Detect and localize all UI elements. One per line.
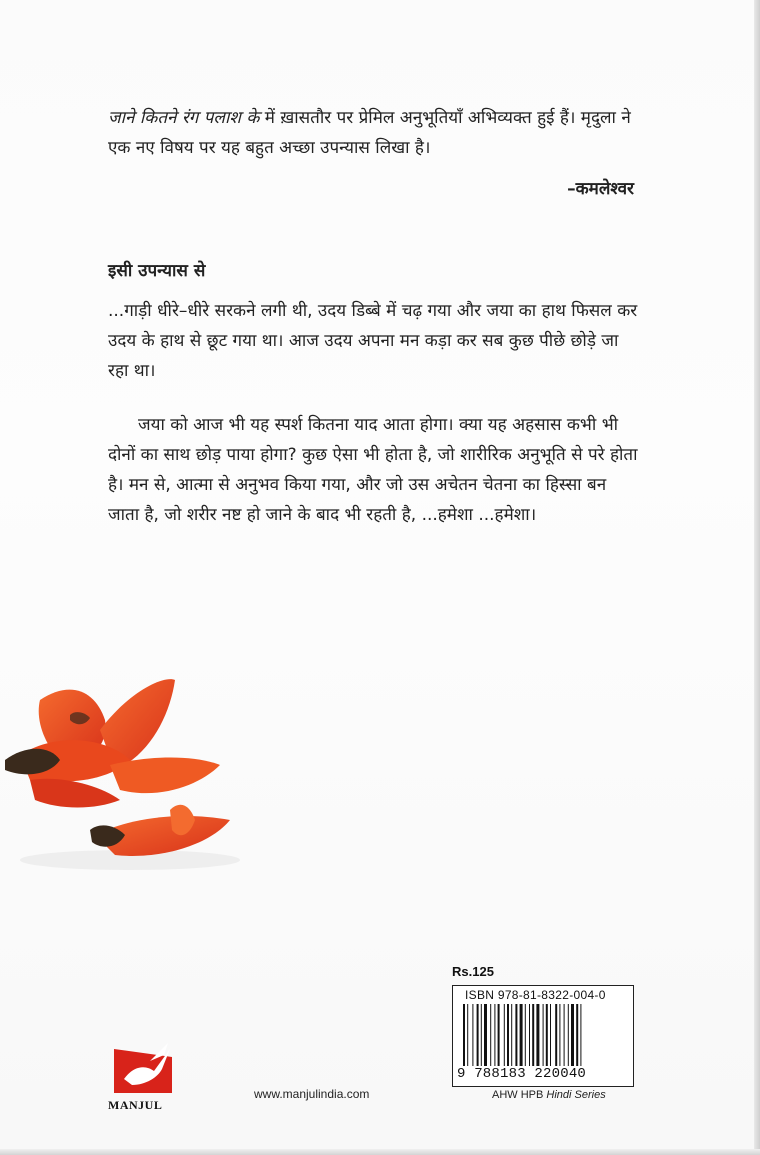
barcode-bar bbox=[580, 1004, 581, 1066]
barcode-bar bbox=[498, 1004, 500, 1066]
publisher-name: MANJUL bbox=[108, 1098, 163, 1112]
barcode-bar bbox=[515, 1004, 517, 1066]
barcode-bar bbox=[550, 1004, 551, 1066]
isbn-barcode bbox=[452, 985, 634, 1087]
barcode-bar bbox=[504, 1004, 505, 1066]
barcode-bar bbox=[481, 1004, 482, 1066]
isbn-number: ISBN 978-81-8322-004-0 bbox=[465, 988, 606, 1002]
barcode-bar bbox=[546, 1004, 548, 1066]
blurb-author: –कमलेश्वर bbox=[567, 179, 634, 199]
series-label bbox=[492, 1089, 606, 1101]
excerpt-paragraph-1: ...गाड़ी धीरे–धीरे सरकने लगी थी, उदय डिब्बे में चढ़ गया और जया का हाथ फिसल कर उदय के हाथ से छूट गया था। आज उदय अपना मन कड़ा कर सब कुछ पीछे छोड़े जा रहा था। bbox=[108, 301, 638, 381]
barcode-bar bbox=[525, 1004, 526, 1066]
barcode-bar bbox=[571, 1004, 574, 1066]
barcode-bar bbox=[536, 1004, 539, 1066]
barcode-bar bbox=[529, 1004, 530, 1066]
barcode-bar bbox=[543, 1004, 544, 1066]
barcode-bar bbox=[564, 1004, 565, 1066]
excerpt-paragraph-2: जया को आज भी यह स्पर्श कितना याद आता होगा। क्या यह अहसास कभी भी दोनों का साथ छोड़ पाया होगा? कुछ ऐसा भी होता है, जो शारीरिक अनुभूति से परे होता है। मन से, आत्मा से अनुभव किया गया, और जो उस अचेतन चेतना का हिस्सा बन जाता है, जो शरीर नष्ट हो जाने के बाद भी रहती है, ...हमेशा ...हमेशा। bbox=[108, 415, 638, 525]
blurb-text: में ख़ासतौर पर प्रेमिल अनुभूतियाँ अभिव्यक्त हुई हैं। मृदुला ने एक नए विषय पर यह बहुत अच्छा उपन्यास लिखा है। bbox=[108, 108, 631, 158]
palash-flower-illustration bbox=[0, 660, 250, 880]
barcode-bar bbox=[520, 1004, 523, 1066]
barcode-bar bbox=[559, 1004, 560, 1066]
barcode-bar bbox=[576, 1004, 578, 1066]
blurb-quote bbox=[108, 103, 638, 163]
barcode-bar bbox=[532, 1004, 534, 1066]
price-label: Rs.125 bbox=[452, 964, 494, 979]
barcode-bar bbox=[467, 1004, 468, 1066]
barcode-bar bbox=[477, 1004, 479, 1066]
cover-bottom-edge bbox=[0, 1149, 760, 1155]
barcode-bar bbox=[507, 1004, 509, 1066]
excerpt-heading: इसी उपन्यास से bbox=[108, 261, 206, 281]
barcode-bar bbox=[472, 1004, 473, 1066]
barcode-digits: 9 788183 220040 bbox=[457, 1066, 587, 1082]
barcode-bar bbox=[555, 1004, 557, 1066]
series-prefix: AHW HPB bbox=[492, 1089, 547, 1101]
book-title-italic: जाने कितने रंग पलाश के bbox=[108, 108, 260, 128]
cover-edge-shadow bbox=[754, 0, 760, 1155]
barcode-bars bbox=[461, 1004, 625, 1066]
series-italic: Hindi Series bbox=[546, 1089, 606, 1101]
barcode-bar bbox=[568, 1004, 569, 1066]
barcode-bar bbox=[511, 1004, 512, 1066]
barcode-bar bbox=[490, 1004, 491, 1066]
barcode-bar bbox=[494, 1004, 495, 1066]
barcode-bar bbox=[484, 1004, 487, 1066]
manjul-logo-icon bbox=[110, 1035, 180, 1099]
publisher-website: www.manjulindia.com bbox=[254, 1087, 370, 1101]
barcode-bar bbox=[463, 1004, 465, 1066]
